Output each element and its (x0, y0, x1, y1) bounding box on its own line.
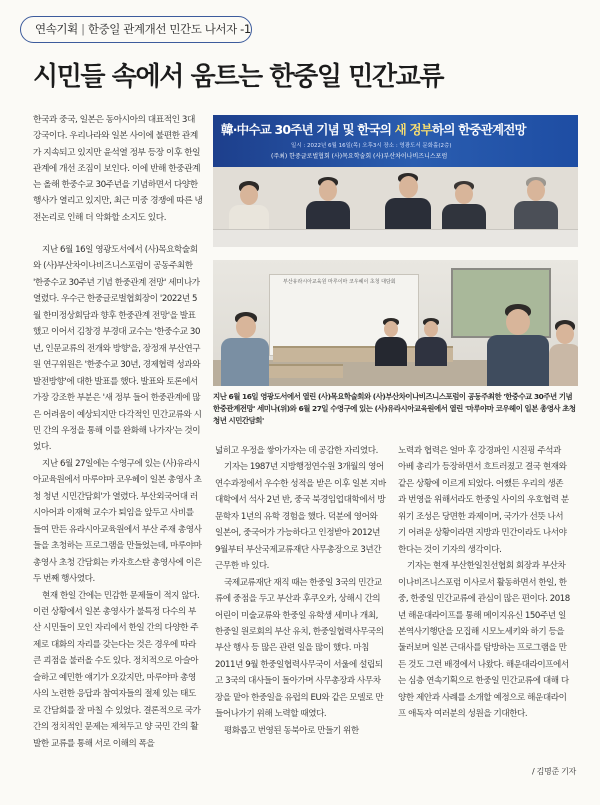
paragraph: 지난 6월 16일 영광도서에서 (사)목요학술회와 (사)부산차이나비즈니스포럼이 공동주최한 '한중수교 30주년 기념 한중관계 전망' 세미나가 열렸다. 우수근 한중글로벌협회장이 '2022년 5월 한미정상회담과 향후 한중관계 전망'을 발표했고 이어서 김창경 부경대 교수는 '한중수교 30년, 인문교류의 전개와 방향'을, 장정재 부산연구원 연구위원은 '한중수교 30년, 경제협력 성과와 발전방향'에 대한 발표를 했다. 발표와 토론에서 가장 강조한 부분은 '새 정부 들어 한중관계에 많은 어려움이 예상되지만 다각적인 민간교류와 시민 간의 우정을 통해 이를 완화해 나가자'는 것이었다. (33, 245, 202, 453)
series-tag (20, 16, 252, 43)
paragraph: 국제교류재단 재직 때는 한중일 3국의 민간교류에 중점을 두고 부산과 후쿠오카, 상해시 간의 어린이 미술교류와 한중일 유학생 세미나 개최, 한중일 원로회의 부산 유치, 한중일협력사무국의 부산 행사 등 많은 관련 일을 많이 했다. 마침 2011년 9월 한중일협력사무국이 서울에 설립되고 3국의 대사들이 돌아가며 사무총장과 사무차장을 맡아 한중일을 유럽의 EU와 같은 모델로 만들어나가기 위해 노력할 때였다. (215, 577, 384, 720)
lead-paragraph (33, 112, 203, 226)
paragraph: 현재 한일 간에는 민감한 문제들이 적지 않다. 이런 상황에서 일본 총영사가 불특정 다수의 부산 시민들이 모인 자리에서 한일 간의 다양한 주제로 대화의 자리를 갖는다는 것은 경우에 따라 큰 괴점을 불러올 수도 있다. 정치적으로 아슬아슬하고 예민한 얘기가 오갔지만, 마루야마 총영사의 노련한 응답과 참여자들의 절제 있는 태도로 간담회를 잘 마칠 수 있었다. 결론적으로 국가 간의 정치적인 문제는 제쳐두고 양 국민 간의 활발한 교류를 통해 서로 이해의 폭을 (33, 590, 201, 749)
seminar-photo (213, 115, 578, 247)
banner-hosts: (주최) 한중글로벌협회 (사)목요학술회 (사)부산차이나비즈니스포럼 (271, 153, 448, 160)
byline: / 김명준 기자 (531, 767, 576, 776)
meeting-photo (213, 260, 578, 386)
guest-speaker (373, 318, 409, 366)
banner-title-highlight: 새 정부 (394, 122, 433, 137)
paragraph: 기자는 현재 부산한일친선협회 회장과 부산차이나비즈니스포럼 이사로서 활동하면서 한일, 한중, 한중일 민간교류에 관심이 많은 편이다. 2018년 해운대라이프를 통해 메이지유신 150주년 일본역사기행단을 모집해 시모노세키와 하기 등을 둘러보며 일본 근대사를 탐방하는 프로그램을 만든 것도 그런 배경에서 나왔다. 해운대라이프에서는 심층 연속기획으로 한중일 민간교류에 대해 다양한 제안과 사례를 소개할 예정으로 해운대라이프 애독자 여러분의 성원을 기대한다. (398, 561, 570, 720)
series-title: 한중일 관계개선 민간도 나서자 -1 (87, 22, 251, 36)
series-prefix: 연속기획 (35, 22, 78, 36)
attendee-3 (547, 320, 578, 386)
banner-title-pre: 韓·中수교 30주년 기념 및 한국의 (221, 122, 395, 137)
photo-caption: 지난 6월 16일 영광도서에서 열린 (사)목요학술회와 (사)부산차이나비즈니스포럼이 공동주최한 '한중수교 30주년 기념 한중관계전망' 세미나(위)와 6월 27일 수영구에 있는 (사)유라시아교육원에서 열린 '마루야마 코우헤이 일본 총영사 초청 청년 시민간담회' (213, 392, 576, 426)
paragraph: 지난 6월 27일에는 수영구에 있는 (사)유라시아교육원에서 마루야마 코우헤이 일본 총영사 초청 청년 시민간담회'가 열렸다. 부산외국어대 러시아어과 이재혁 교수가 퇴임을 앞두고 사비를 들여 만든 유라시아교육원에서 부산 주재 총영사들을 초청하는 프로그램을 만들었는데, 마루야마 총영사 초청 간담회는 카자흐스탄 총영사에 이은 두 번째 행사였다. (33, 458, 202, 585)
paragraph: 노력과 협력은 얼마 후 강경파인 시진핑 주석과 아베 총리가 등장하면서 흐트러졌고 결국 현재와 같은 상황에 이르게 되었다. 어쨌든 우리의 생존과 번영을 위해서라도 한중일 사이의 우호협력 분위기 조성은 당면한 과제이며, 국가가 선뜻 나서기 어려운 상황이라면 지방과 민간이라도 나서야 한다는 것이 기자의 생각이다. (398, 446, 569, 555)
seminar-banner (213, 115, 578, 167)
host (413, 318, 449, 366)
column-right (398, 443, 570, 723)
banner-title (221, 120, 573, 138)
attendee-1 (217, 312, 273, 386)
banner-schedule: 일시 : 2022년 6월 16일(목) 오후3시 장소 : 영광도서 문화홀(2층) (291, 143, 452, 149)
column-middle (215, 443, 387, 739)
screen-text: 부산유라시아교육원 마루이마 코우헤이 초청 대담회 (283, 279, 396, 285)
paragraph: 넓히고 우정을 쌓아가자는 데 공감한 자리였다. (215, 446, 378, 456)
series-separator: | (77, 22, 88, 36)
column-left (33, 242, 203, 752)
paragraph: 기자는 1987년 지방행정연수원 3개월의 영어연수과정에서 우수한 성적을 받은 이후 일본 지바대학에서 석사 2년 반, 중국 북경임업대학에서 방문학자 1년의 유학 경험을 했다. 덕분에 영어와 일본어, 중국어가 가능하다고 인정받아 2012년 9월부터 부산국제교류재단 사무총장으로 3년간 근무한 바 있다. (215, 462, 386, 572)
paragraph: 평화롭고 번영된 동북아로 만들기 위한 (224, 725, 359, 736)
headline: 시민들 속에서 움트는 한중일 민간교류 (33, 62, 444, 92)
attendee-2 (481, 304, 553, 386)
banner-title-post: 하의 한중관계전망 (432, 122, 526, 137)
seminar-table (213, 229, 578, 247)
lead-text: 한국과 중국, 일본은 동아시아의 대표적인 3대 강국이다. 우리나라와 일본 사이에 불편한 관계가 지속되고 있지만 윤석열 정부 등장 이후 한일관계에 개선 조짐이 보인다. 이에 반해 한중관계는 올해 한중수교 30주년을 기념하면서 다양한 행사가 열리고 있지만, 최근 미중 경쟁에 따른 냉전논리로 인해 더 악화할 소지도 있다. (33, 115, 203, 223)
